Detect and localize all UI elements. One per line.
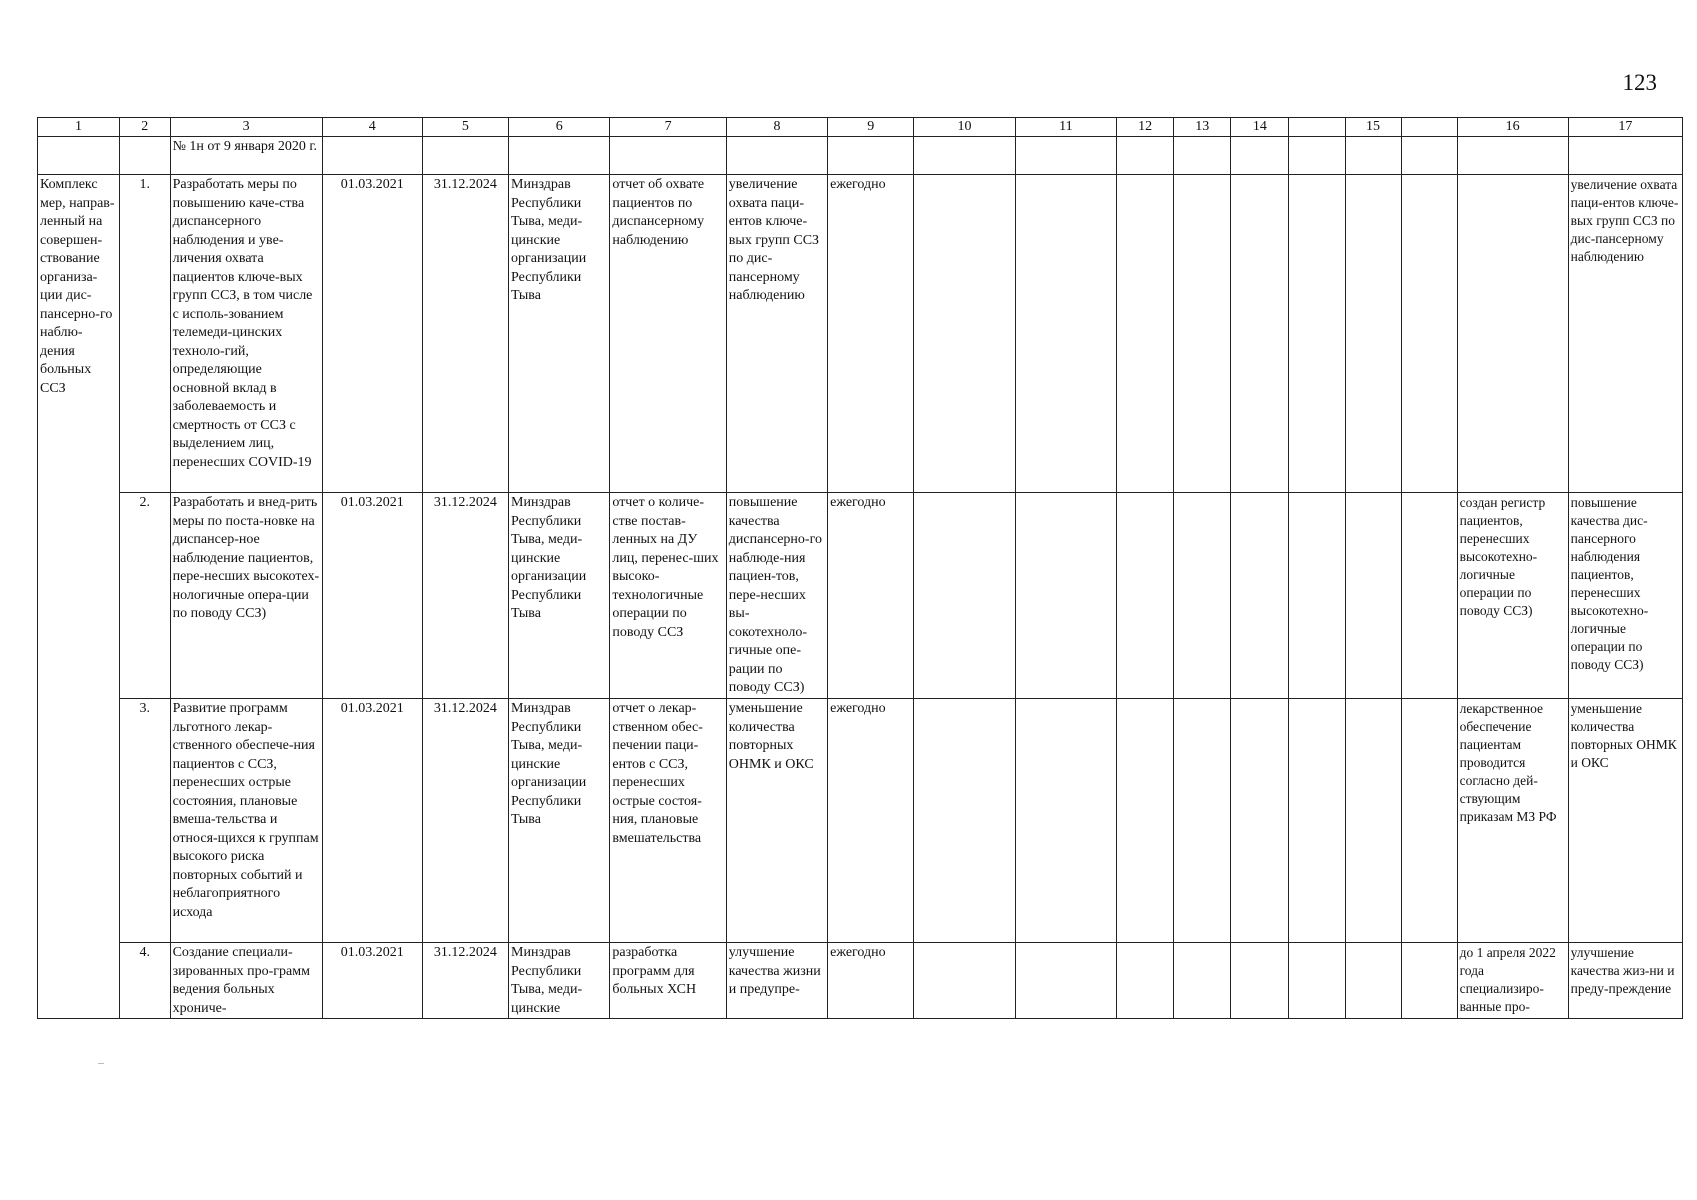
header-cell: 9 — [828, 118, 914, 137]
frequency: ежегодно — [828, 699, 914, 943]
responsible: Минздрав Республики Тыва, меди-цинские организации Республики Тыва — [509, 699, 610, 943]
frequency: ежегодно — [828, 175, 914, 493]
responsible: Минздрав Республики Тыва, меди-цинские организации Республики Тыва — [509, 493, 610, 699]
responsible: Минздрав Республики Тыва, меди-цинские — [509, 943, 610, 1019]
header-cell: 5 — [422, 118, 508, 137]
measure-text: Разработать меры по повышению каче-ства диспансерного наблюдения и уве-личения охвата пациентов ключе-вых групп ССЗ, в том числе с исполь-зованием телемеди-цинских техноло-гий, определяющие основной вклад в заболеваемость и смертность от ССЗ с выделением лиц, перенесших COVID-19 — [170, 175, 322, 493]
row-number: 2. — [119, 493, 170, 699]
start-date: 01.03.2021 — [322, 943, 422, 1019]
header-cell: 11 — [1015, 118, 1116, 137]
outcome: уменьшение количества повторных ОНМК и ОКС — [1568, 699, 1682, 943]
result: повышение качества диспансерно-го наблюде-ния пациен-тов, пере-несших вы-сокотехноло-гичные опе-рации по поводу ССЗ) — [726, 493, 827, 699]
measure-text: Создание специали-зированных про-грамм ведения больных хрониче- — [170, 943, 322, 1019]
table-row — [38, 943, 1683, 1019]
start-date: 01.03.2021 — [322, 493, 422, 699]
continuation-text: № 1н от 9 января 2020 г. — [170, 137, 322, 175]
header-cell: 4 — [322, 118, 422, 137]
row-number: 1. — [119, 175, 170, 493]
frequency: ежегодно — [828, 493, 914, 699]
report-type: отчет о количе-стве постав-ленных на ДУ лиц, перенес-ших высоко-технологичные операции по поводу ССЗ — [610, 493, 726, 699]
group-title: Комплекс мер, направ-ленный на совершен-ствование организа-ции дис-пансерно-го наблю-дения больных ССЗ — [38, 175, 120, 1019]
measures-table — [37, 117, 1683, 1019]
table-row — [38, 493, 1683, 699]
row-number: 4. — [119, 943, 170, 1019]
header-cell: 7 — [610, 118, 726, 137]
start-date: 01.03.2021 — [322, 175, 422, 493]
execution-note: создан регистр пациентов, перенесших высокотехно-логичные операции по поводу ССЗ) — [1457, 493, 1568, 699]
execution-note: до 1 апреля 2022 года специализиро-ванные про- — [1457, 943, 1568, 1019]
header-row — [38, 118, 1683, 137]
header-cell — [1289, 118, 1345, 137]
table-row — [38, 699, 1683, 943]
header-cell: 15 — [1345, 118, 1401, 137]
header-cell: 14 — [1231, 118, 1289, 137]
report-type: отчет о лекар-ственном обес-печении паци-ентов с ССЗ, перенесших острые состоя-ния, плановые вмешательства — [610, 699, 726, 943]
header-cell: 1 — [38, 118, 120, 137]
report-type: отчет об охвате пациентов по диспансерному наблюдению — [610, 175, 726, 493]
header-cell: 17 — [1568, 118, 1682, 137]
outcome: увеличение охвата паци-ентов ключе-вых групп ССЗ по дис-пансерному наблюдению — [1568, 175, 1682, 493]
page-number: 123 — [1622, 70, 1657, 95]
outcome: повышение качества дис-пансерного наблюдения пациентов, перенесших высокотехно-логичные операции по поводу ССЗ) — [1568, 493, 1682, 699]
result: улучшение качества жизни и предупре- — [726, 943, 827, 1019]
header-cell — [1401, 118, 1457, 137]
header-cell: 2 — [119, 118, 170, 137]
execution-note: лекарственное обеспечение пациентам проводится согласно дей-ствующим приказам МЗ РФ — [1457, 699, 1568, 943]
frequency: ежегодно — [828, 943, 914, 1019]
outcome: улучшение качества жиз-ни и преду-преждение — [1568, 943, 1682, 1019]
measure-text: Развитие программ льготного лекар-ственного обеспече-ния пациентов с ССЗ, перенесших острые состояния, плановые вмеша-тельства и относя-щихся к группам высокого риска повторных событий и неблагоприятного исхода — [170, 699, 322, 943]
report-type: разработка программ для больных ХСН — [610, 943, 726, 1019]
start-date: 01.03.2021 — [322, 699, 422, 943]
header-cell: 3 — [170, 118, 322, 137]
end-date: 31.12.2024 — [422, 943, 508, 1019]
responsible: Минздрав Республики Тыва, меди-цинские организации Республики Тыва — [509, 175, 610, 493]
header-cell: 16 — [1457, 118, 1568, 137]
execution-note — [1457, 175, 1568, 493]
continuation-row — [38, 137, 1683, 175]
measure-text: Разработать и внед-рить меры по поста-новке на диспансер-ное наблюдение пациентов, пере-несших высокотех-нологичные опера-ции по поводу ССЗ) — [170, 493, 322, 699]
header-cell: 8 — [726, 118, 827, 137]
header-cell: 13 — [1174, 118, 1231, 137]
scan-artifact — [98, 1063, 104, 1064]
result: уменьшение количества повторных ОНМК и ОКС — [726, 699, 827, 943]
row-number: 3. — [119, 699, 170, 943]
header-cell: 10 — [914, 118, 1015, 137]
header-cell: 12 — [1117, 118, 1174, 137]
end-date: 31.12.2024 — [422, 493, 508, 699]
end-date: 31.12.2024 — [422, 175, 508, 493]
header-cell: 6 — [509, 118, 610, 137]
table-row — [38, 175, 1683, 493]
result: увеличение охвата паци-ентов ключе-вых групп ССЗ по дис-пансерному наблюдению — [726, 175, 827, 493]
end-date: 31.12.2024 — [422, 699, 508, 943]
